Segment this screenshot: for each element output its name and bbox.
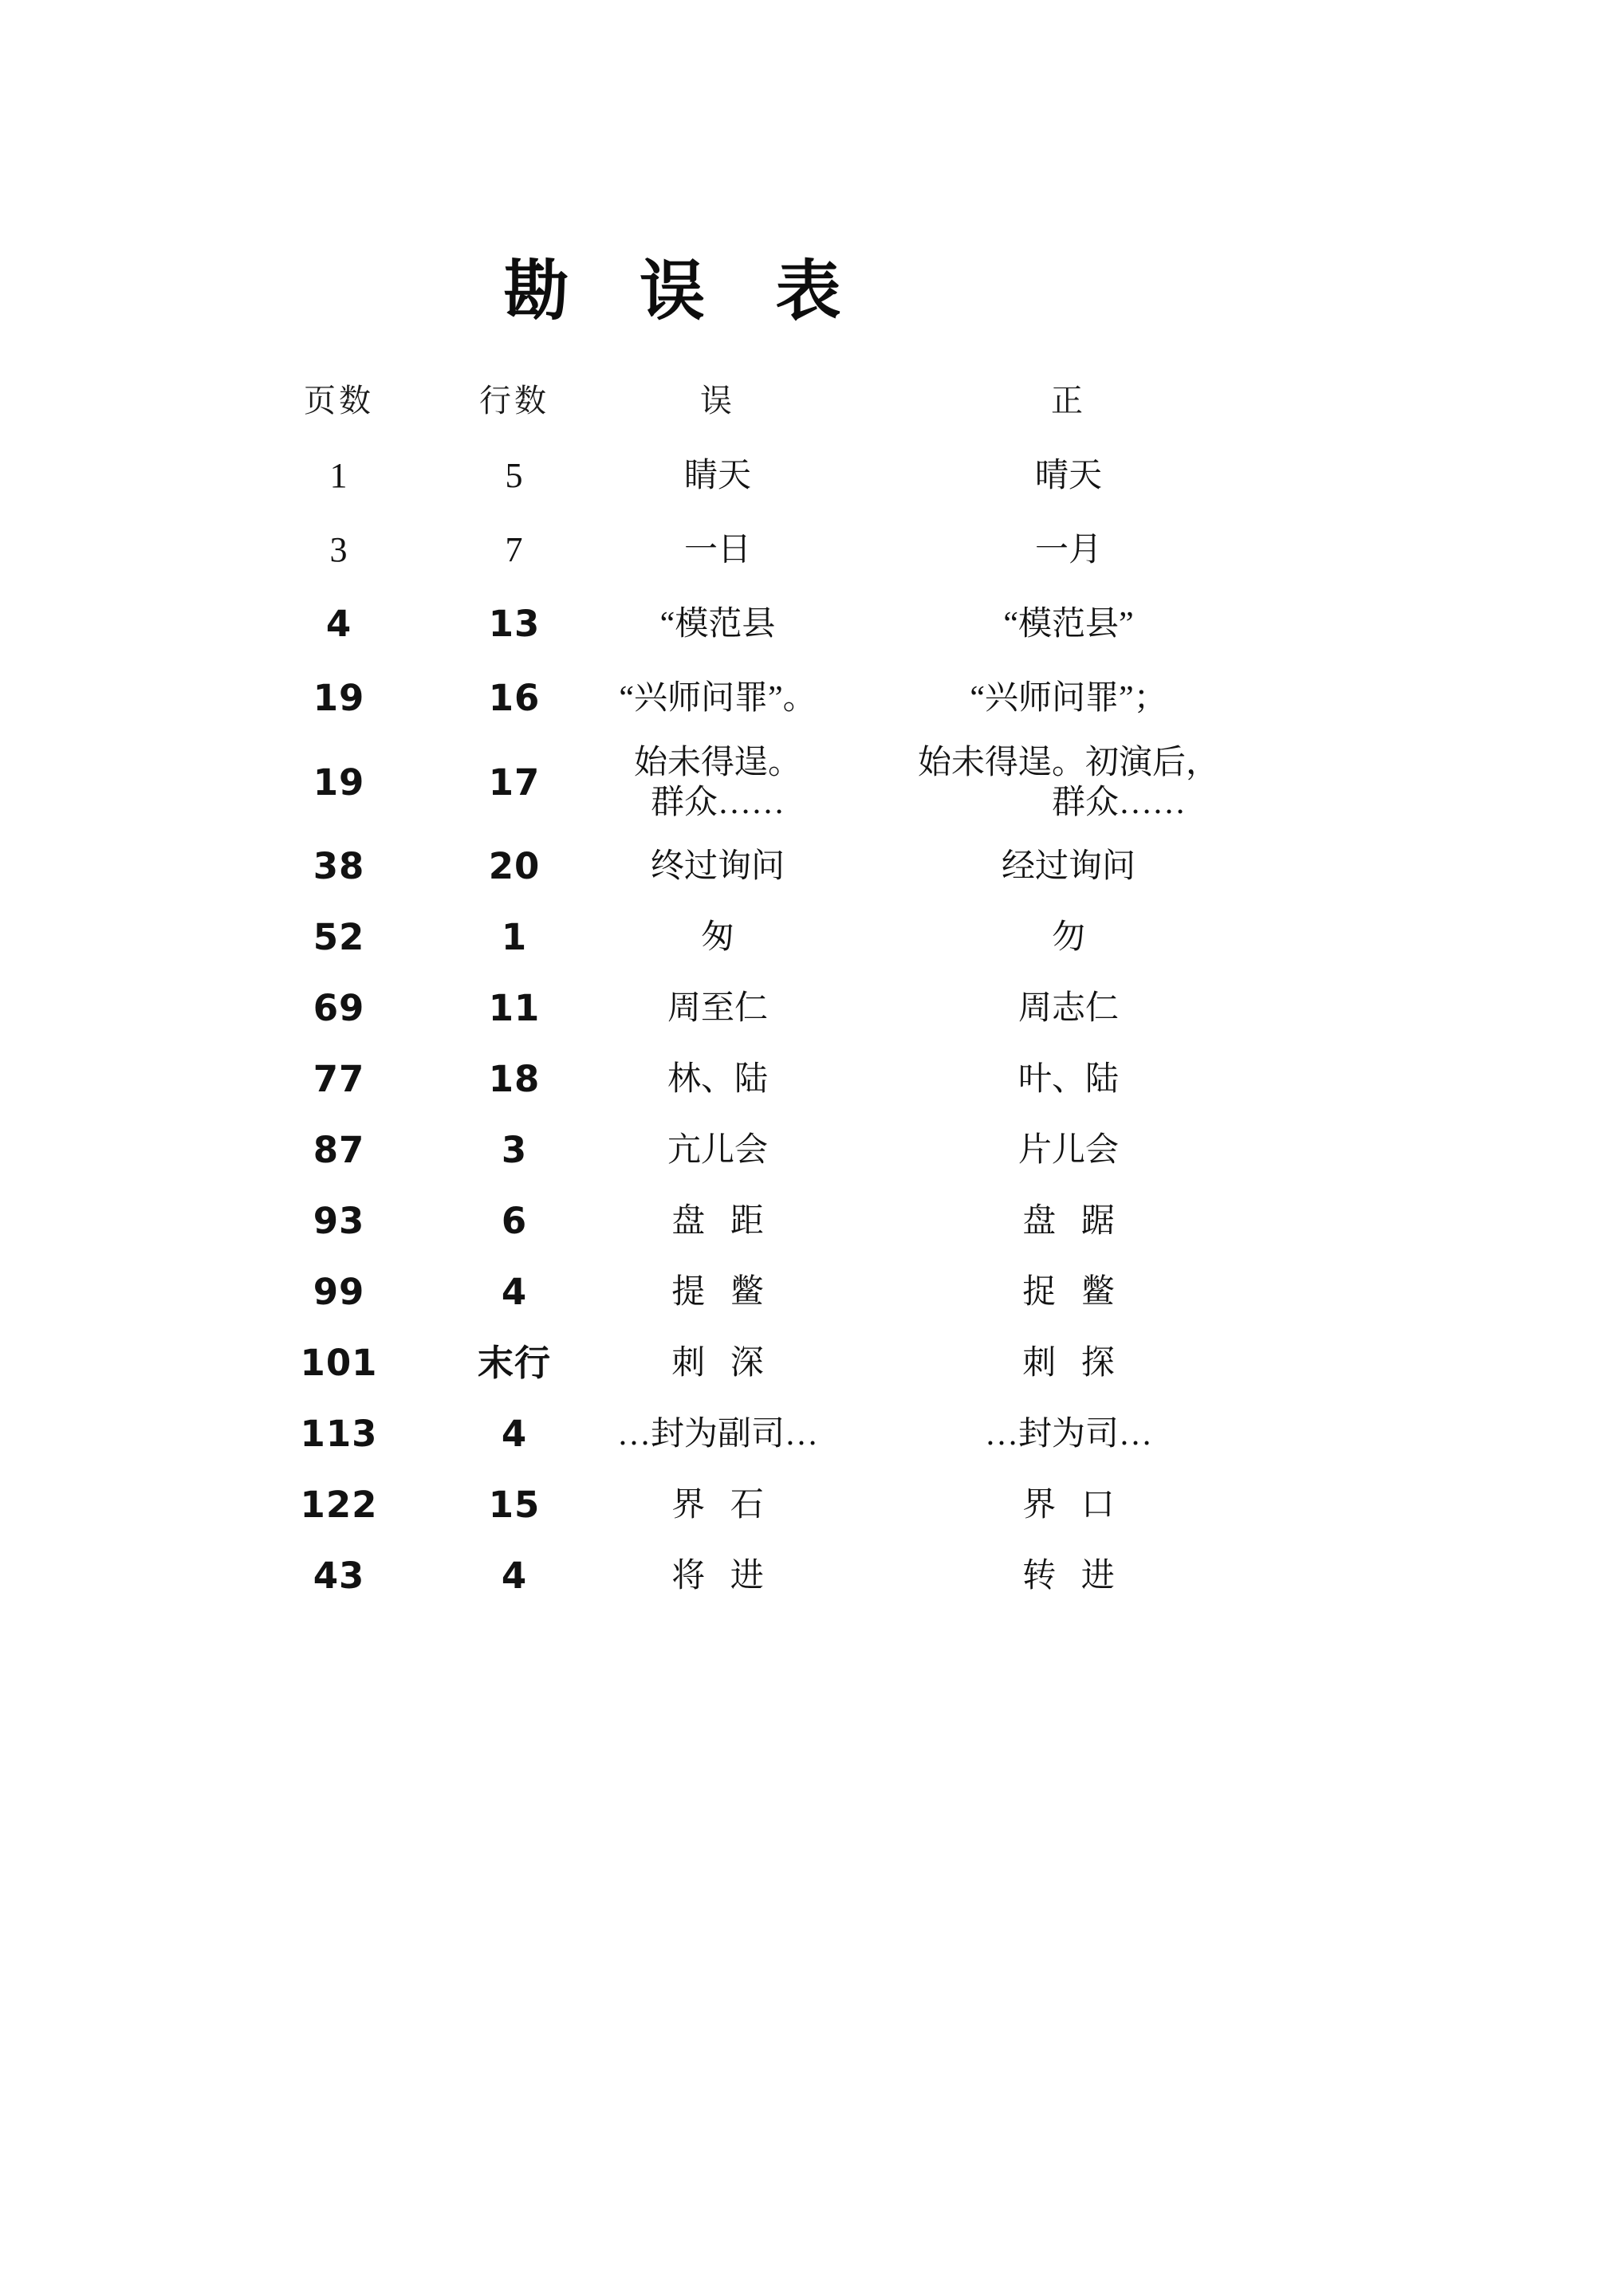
error-text-cell: 刺 深 bbox=[671, 1344, 764, 1382]
correction-text-cell: 晴天 bbox=[1034, 457, 1102, 494]
line-number-cell: 15 bbox=[488, 1483, 541, 1526]
page-number-cell: 1 bbox=[329, 455, 348, 495]
page-number-cell: 99 bbox=[313, 1270, 365, 1313]
correction-text-cell: 刺 探 bbox=[1022, 1344, 1115, 1382]
correction-text-cell: 经过询问 bbox=[1001, 847, 1136, 885]
line-number-cell: 16 bbox=[488, 676, 541, 719]
page-number-cell: 19 bbox=[313, 761, 365, 804]
correction-text-cell: 周志仁 bbox=[1017, 989, 1119, 1027]
column-header-error: 误 bbox=[700, 382, 735, 419]
errata-table bbox=[239, 363, 1292, 1611]
line-number-cell: 末行 bbox=[477, 1343, 551, 1383]
page-number-cell: 93 bbox=[313, 1199, 365, 1242]
page-number-cell: 122 bbox=[300, 1483, 378, 1526]
page-number-cell: 113 bbox=[300, 1412, 378, 1455]
line-number-cell: 4 bbox=[501, 1270, 528, 1313]
error-text-cell: 将 进 bbox=[671, 1557, 764, 1594]
correction-text-cell: “兴师问罪”； bbox=[970, 679, 1167, 717]
correction-text-cell: 片儿会 bbox=[1017, 1131, 1119, 1169]
line-number-cell: 3 bbox=[501, 1128, 528, 1171]
error-text-cell: 盘 距 bbox=[671, 1202, 764, 1240]
correction-text-cell: 始未得逞。初演后， 群众…… bbox=[917, 745, 1219, 821]
column-header-line-number: 行数 bbox=[479, 382, 549, 419]
correction-text-cell: …封为司… bbox=[984, 1415, 1152, 1453]
page-number-cell: 87 bbox=[313, 1128, 365, 1171]
correction-text-cell: “模范县” bbox=[1003, 605, 1134, 643]
page-number-cell: 43 bbox=[313, 1554, 365, 1597]
error-text-cell: 林、陆 bbox=[667, 1060, 768, 1098]
correction-text-cell: 捉 鳖 bbox=[1022, 1273, 1115, 1311]
correction-text-cell: 盘 踞 bbox=[1022, 1202, 1115, 1240]
column-header-page-number: 页数 bbox=[304, 382, 374, 419]
error-text-cell: 亢儿会 bbox=[667, 1131, 768, 1169]
correction-text-cell: 一月 bbox=[1034, 531, 1102, 568]
error-text-cell: 界 石 bbox=[671, 1486, 764, 1523]
page-number-cell: 4 bbox=[325, 602, 352, 645]
correction-text-cell: 叶、陆 bbox=[1017, 1060, 1119, 1098]
error-text-cell: 周至仁 bbox=[667, 989, 768, 1027]
error-text-cell: 匆 bbox=[700, 918, 734, 956]
page-number-cell: 52 bbox=[313, 915, 365, 958]
line-number-cell: 20 bbox=[488, 844, 541, 887]
line-number-cell: 11 bbox=[488, 986, 541, 1029]
error-text-cell: 一日 bbox=[683, 531, 751, 568]
line-number-cell: 5 bbox=[505, 455, 524, 495]
page-title: 勘 误 表 bbox=[503, 255, 868, 328]
error-text-cell: “模范县 bbox=[659, 605, 776, 643]
line-number-cell: 17 bbox=[488, 761, 541, 804]
line-number-cell: 1 bbox=[501, 915, 528, 958]
error-text-cell: …封为副司… bbox=[616, 1415, 818, 1453]
page-number-cell: 3 bbox=[329, 529, 348, 569]
line-number-cell: 4 bbox=[501, 1554, 528, 1597]
line-number-cell: 6 bbox=[501, 1199, 528, 1242]
correction-text-cell: 转 进 bbox=[1022, 1557, 1115, 1594]
page-number-cell: 77 bbox=[313, 1057, 365, 1100]
page-number-cell: 19 bbox=[313, 676, 365, 719]
error-text-cell: 睛天 bbox=[683, 457, 751, 494]
error-text-cell: 始未得逞。 群众…… bbox=[633, 745, 801, 821]
error-text-cell: 提 鳖 bbox=[671, 1273, 764, 1311]
error-text-cell: 终过询问 bbox=[650, 847, 785, 885]
column-header-correction: 正 bbox=[1051, 382, 1086, 419]
correction-text-cell: 界 口 bbox=[1022, 1486, 1115, 1523]
page-number-cell: 38 bbox=[313, 844, 365, 887]
line-number-cell: 4 bbox=[501, 1412, 528, 1455]
line-number-cell: 18 bbox=[488, 1057, 541, 1100]
line-number-cell: 7 bbox=[505, 529, 524, 569]
line-number-cell: 13 bbox=[488, 602, 541, 645]
page-number-cell: 69 bbox=[313, 986, 365, 1029]
error-text-cell: “兴师问罪”。 bbox=[619, 679, 817, 717]
page-number-cell: 101 bbox=[300, 1341, 378, 1384]
correction-text-cell: 勿 bbox=[1051, 918, 1085, 956]
